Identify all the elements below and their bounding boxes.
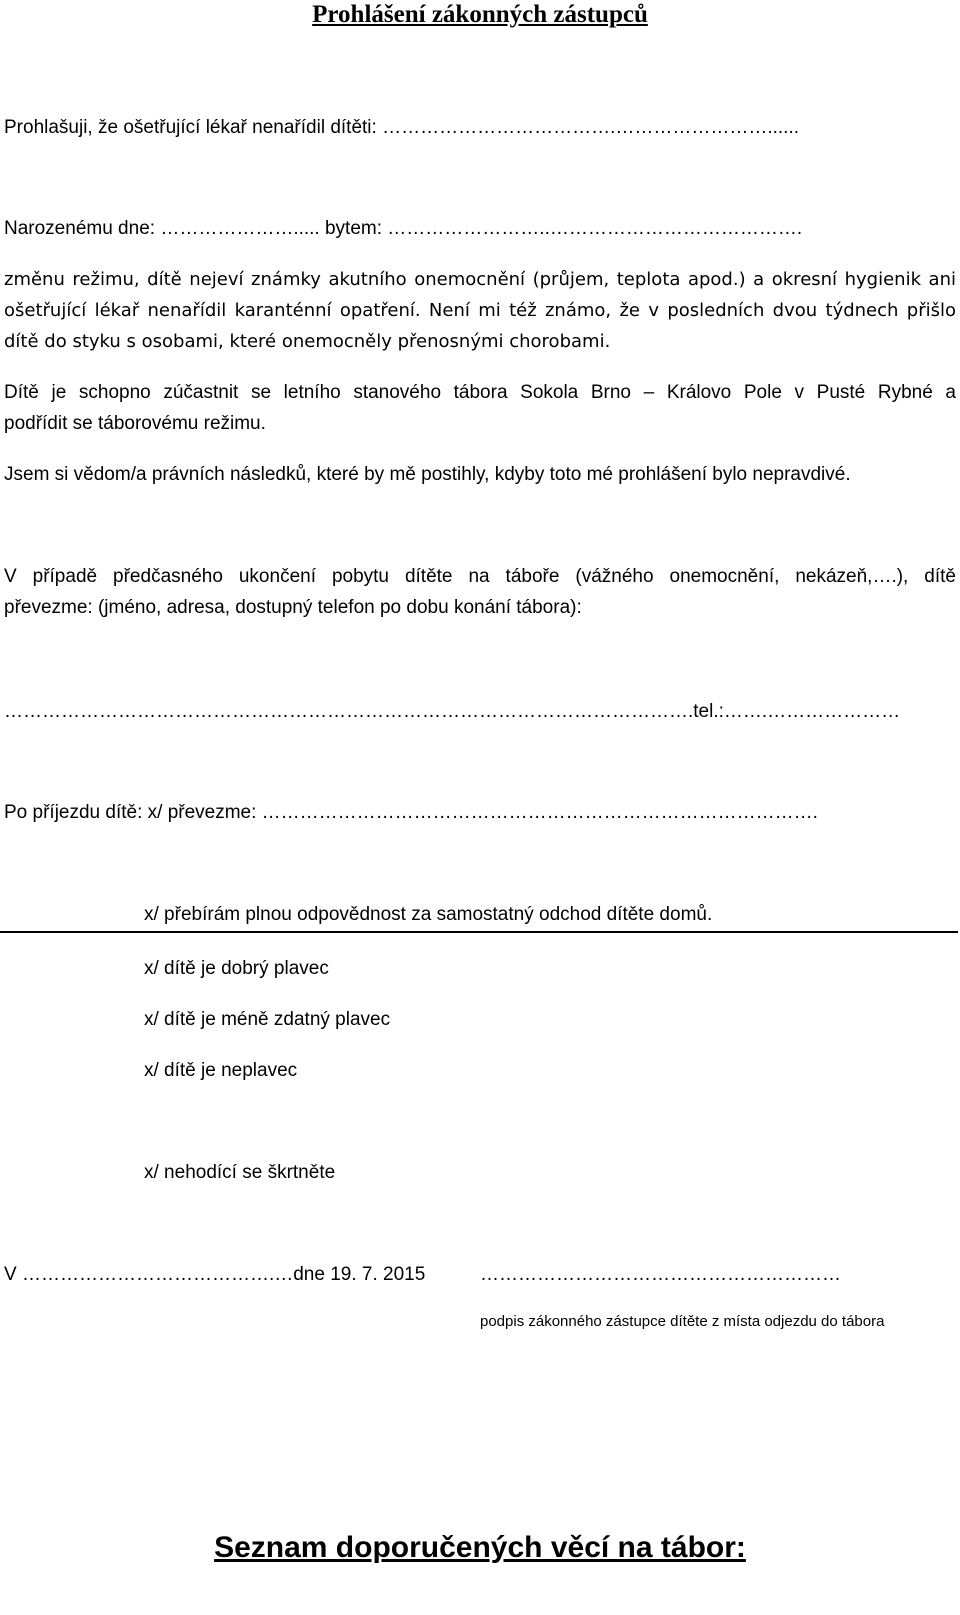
- signature-dotted-line: …………………………………………………: [480, 1264, 841, 1285]
- declaration-line: Prohlašuji, že ošetřující lékař nenařídil dítěti: ……………………………….……………………......: [4, 117, 800, 138]
- contact-line: ……………………………………………………………………………………………….tel.:…….…………………: [4, 701, 901, 722]
- option-swimmer-good: x/ dítě je dobrý plavec: [144, 958, 329, 979]
- early-termination-line-1: V případě předčasného ukončení pobytu dítěte na táboře (vážného onemocnění, nekázeň,….), dítě: [4, 566, 956, 587]
- strike-note: x/ nehodící se škrtněte: [144, 1162, 336, 1183]
- option-non-swimmer: x/ dítě je neplavec: [144, 1060, 298, 1081]
- option-swimmer-less: x/ dítě je méně zdatný plavec: [144, 1009, 391, 1030]
- place-date-line: V ………………………………….…dne 19. 7. 2015: [4, 1264, 426, 1285]
- health-paragraph-line-1: změnu režimu, dítě nejeví známky akutního onemocnění (průjem, teplota apod.) a okresní hygienik ani: [4, 269, 956, 290]
- health-paragraph-line-2: ošetřující lékař nenařídil karanténní opatření. Není mi též známo, že v posledních dvou týdnech přišlo: [4, 300, 956, 321]
- document-title: Prohlášení zákonných zástupců: [312, 1, 648, 28]
- horizontal-rule: [0, 931, 958, 933]
- signature-label: podpis zákonného zástupce dítěte z místa odjezdu do tábora: [480, 1313, 885, 1330]
- arrival-line: Po příjezdu dítě: x/ převezme: …………………………………………………………………………….: [4, 802, 818, 823]
- early-termination-line-2: převezme: (jméno, adresa, dostupný telefon po dobu konání tábora):: [4, 597, 582, 618]
- awareness-statement: Jsem si vědom/a právních následků, které by mě postihly, kdyby toto mé prohlášení bylo nepravdivé.: [4, 464, 851, 485]
- ability-paragraph-line-2: podřídit se táborovému režimu.: [4, 413, 266, 434]
- option-responsibility: x/ přebírám plnou odpovědnost za samostatný odchod dítěte domů.: [144, 904, 713, 925]
- birth-address-line: Narozenému dne: …………………..... bytem: ……………………..………………………………….: [4, 218, 803, 239]
- ability-paragraph-line-1: Dítě je schopno zúčastnit se letního stanového tábora Sokola Brno – Královo Pole v Pusté Rybné a: [4, 382, 956, 403]
- health-paragraph-line-3: dítě do styku s osobami, které onemocněly přenosnými chorobami.: [4, 331, 611, 352]
- section-title: Seznam doporučených věcí na tábor:: [214, 1531, 746, 1564]
